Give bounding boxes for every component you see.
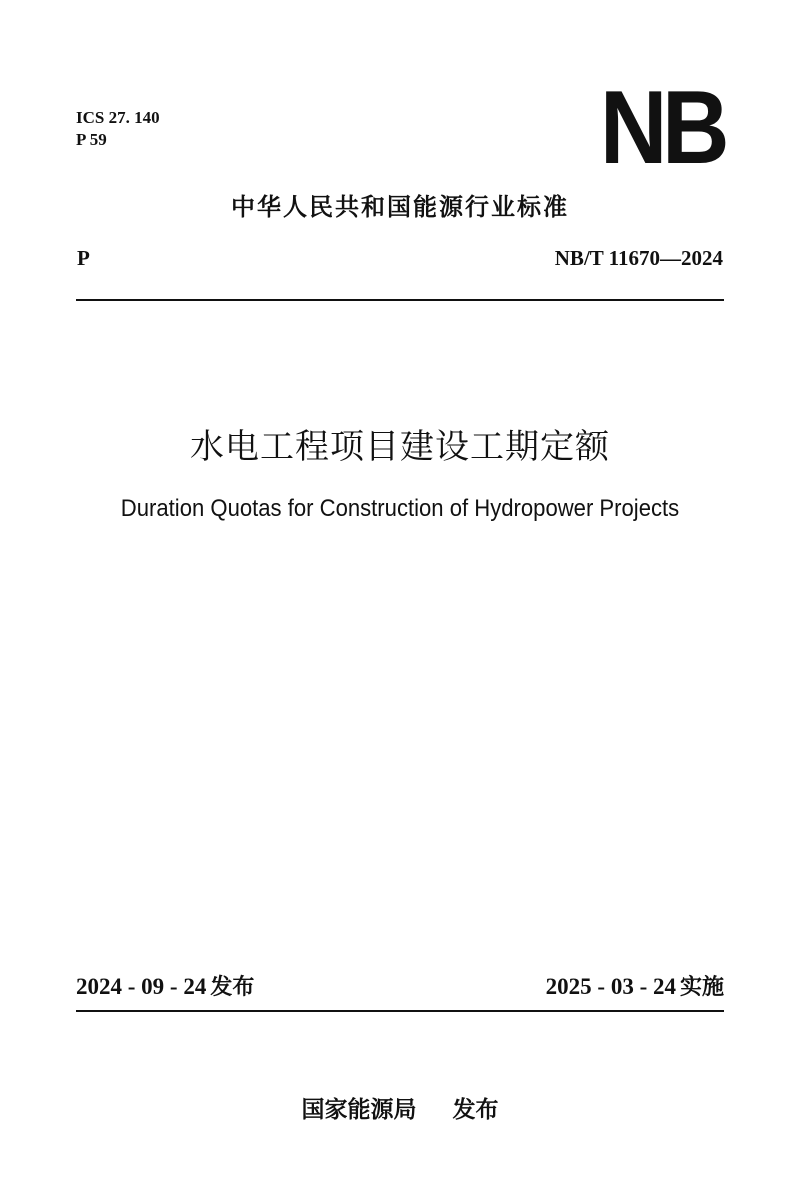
issue-date [76,972,254,1003]
publisher [0,1094,800,1126]
footer-divider [76,1010,724,1012]
nb-logo: NB [599,70,724,186]
publisher-action: 发布 [452,1097,499,1123]
standard-category: 中华人民共和国能源行业标准 [231,193,569,221]
implement-date-value: 2025 - 03 - 24 [545,974,676,999]
header-divider [76,299,724,301]
implement-label: 实施 [679,975,724,1000]
classification-code: P [77,246,90,270]
publisher-name: 国家能源局 [301,1097,417,1123]
issue-date-value: 2024 - 09 - 24 [76,974,207,999]
ccs-code: P 59 [76,130,107,149]
standard-number: NB/T 11670—2024 [554,246,723,270]
title-chinese: 水电工程项目建设工期定额 [190,427,610,467]
title-english: Duration Quotas for Construction of Hydropower Projects [120,495,680,522]
issue-label: 发布 [210,975,255,1000]
implement-date [546,972,724,1003]
ics-code: ICS 27. 140 [76,108,160,127]
